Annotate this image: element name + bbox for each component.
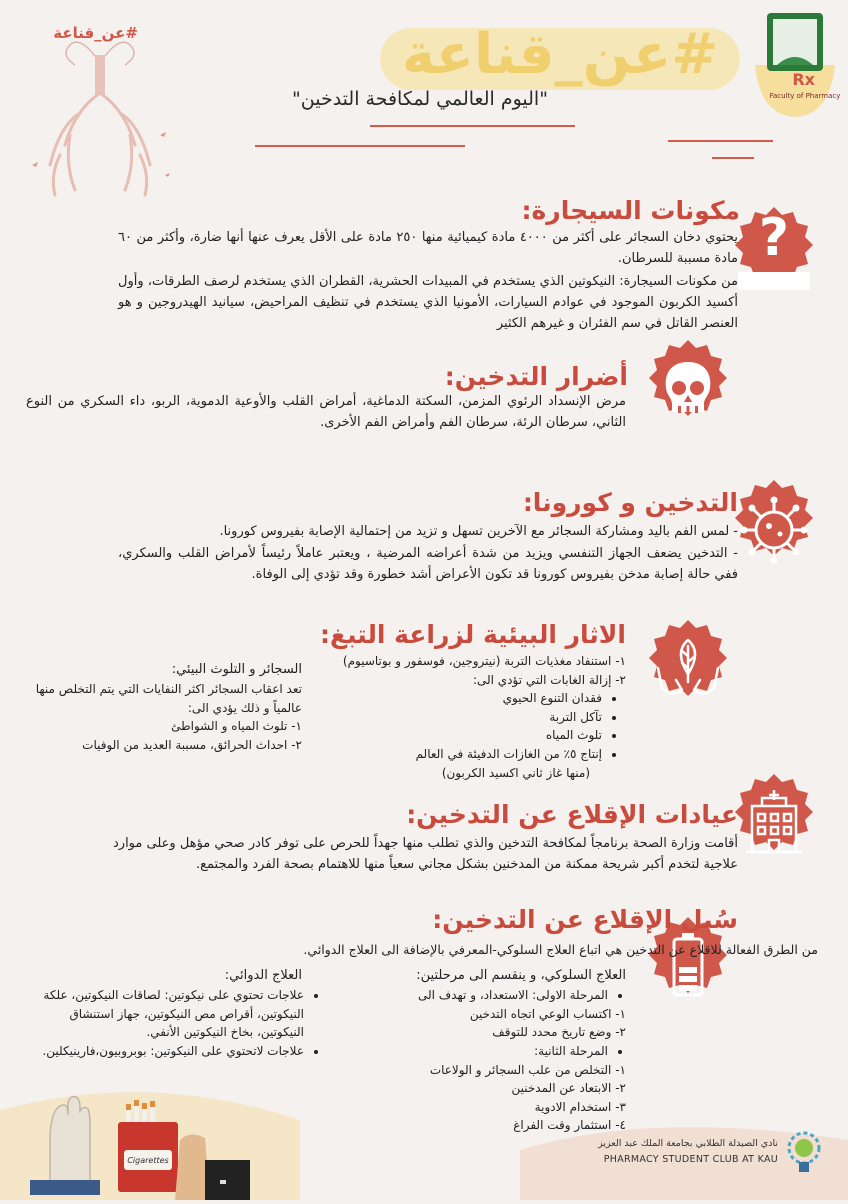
lungs-hashtag: #عن_قناعة <box>53 24 138 42</box>
section-environment-title: الاثار البيئية لزراعة التبغ: <box>320 620 626 649</box>
stage2-item-1: ١- التخلص من علب السجائر و الولاعات <box>429 1062 626 1077</box>
section-quit-title: سُبل الإقلاع عن التدخين: <box>432 905 738 934</box>
environment-left-block <box>22 660 302 755</box>
environment-bullet-3: • تلوث المياه <box>326 726 602 745</box>
corona-paragraph-2: - التدخين يضعف الجهاز التنفسي ويزيد من شدة أعراضه المرضية ، ويعتبر عاملاً رئيساً لأمراض القلب والسكري، ففي حالة إصابة مدخن بفيروس كورونا قد تكون الأعراض أشد خطورة وقد تؤدي إلى الوفاة. <box>118 546 738 582</box>
faculty-logo <box>745 5 845 125</box>
stage1-item-1: ١- اكتساب الوعي اتجاه التدخين <box>469 1006 626 1021</box>
environment-item-1: ١- استنفاد مغذيات التربة (نيتروجين، فوسفور و بوتاسيوم) <box>342 654 626 668</box>
holding-hand-illustration <box>150 1130 250 1200</box>
section-components-title: مكونات السيجارة: <box>521 196 740 225</box>
hashtag-title: #عن_قناعة <box>401 22 719 87</box>
stage2-item-3: ٣- استخدام الادوية <box>534 1099 626 1114</box>
skull-badge <box>636 338 740 442</box>
components-paragraph-2: من مكونات السيجارة: النيكوتين الذي يستخدم في المبيدات الحشرية، القطران الذي يستخدم لرصف الطرقات، وأول أكسيد الكربون الموجود في عوادم السيارات، الأمونيا الذي يستخدم في تنظيف المراحيض، سيانيد الهيدروجين و هو العنصر القاتل في سم الفئران و غيرهم الكثير <box>118 274 738 331</box>
stage2-item-2: ٢- الابتعاد عن المدخنين <box>511 1081 626 1096</box>
faculty-label: Faculty of Pharmacy <box>769 92 841 100</box>
header-divider-3 <box>668 140 773 142</box>
environment-left-text: تعد اعقاب السجائر اكثر النفايات التي يتم التخلص منها عالمياً و ذلك يؤدي الى: <box>35 682 302 715</box>
environment-bullet-2: • تآكل التربة <box>326 708 602 727</box>
lungs-illustration <box>20 15 180 205</box>
environment-right-list <box>326 652 626 782</box>
stage1-item-2: ٢- وضع تاريخ محدد للتوقف <box>492 1025 626 1040</box>
quit-intro: من الطرق الفعالة للاقلاع عن التدخين هي اتباع العلاج السلوكي-المعرفي بالإضافة الى العلاج الدوائي. <box>303 942 818 957</box>
environment-left-title: السجائر و التلوث البيئي: <box>171 662 302 677</box>
behavioral-title: العلاج السلوكي، و ينقسم الى مرحلتين: <box>416 968 626 983</box>
skull-icon <box>666 362 711 413</box>
question-mark-icon: ? <box>758 208 790 268</box>
corona-paragraph-1: - لمس الفم باليد ومشاركة السجائر مع الآخرين تسهل و تزيد من إحتمالية الإصابة بفيروس كورونا. <box>219 524 738 539</box>
environment-item-2: ٢- إزالة الغابات التي تؤدي الى: <box>472 672 626 687</box>
harms-paragraph: مرض الإنسداد الرئوي المزمن، السكتة الدماغية، أمراض القلب والأوعية الدموية، الربو، داء السكري من النوع الثاني، سرطان الرئة، سرطان الفم وأمراض الفم الأخرى. <box>26 394 626 430</box>
drug-title: العلاج الدوائي: <box>224 968 302 983</box>
cigarette-icon <box>738 272 810 290</box>
plant-badge <box>636 618 740 722</box>
stage1-title: • المرحلة الاولى: الاستعداد، و تهدف الى <box>376 986 608 1005</box>
cigarette-pack-label: Cigarettes <box>127 1156 169 1165</box>
header-divider-1 <box>370 125 575 127</box>
header-divider-4 <box>712 157 754 159</box>
club-name-en: PHARMACY STUDENT CLUB AT KAU <box>603 1154 778 1165</box>
environment-left-item-1: ١- تلوث المياه و الشواطئ <box>171 719 302 734</box>
header-divider-2 <box>255 145 465 147</box>
drug-item-1: • علاجات تحتوي على نيكوتين: لصاقات النيكوتين، علكة النيكوتين، أقراص مص النيكوتين، جهاز استنشاق النيكوتين، بخاخ النيكوتين الأنفي. <box>22 986 304 1042</box>
section-harms-title: أضرار التدخين: <box>444 362 628 391</box>
environment-bullet-4: • إنتاج ٥٪ من الغازات الدفيئة في العالم <box>326 745 602 764</box>
drug-item-2: • علاجات لاتحتوي على النيكوتين: بوبروبيون،فارينيكلين. <box>22 1042 304 1061</box>
club-name-ar: نادي الصيدلة الطلابي بجامعة الملك عبد العزيز <box>598 1138 778 1149</box>
components-paragraph-1: يحتوي دخان السجائر على أكثر من ٤٠٠٠ مادة كيميائية منها ٢٥٠ مادة على الأقل يعرف عنها أنها ضارة، وأكثر من ٦٠ مادة مسببة للسرطان. <box>118 230 739 266</box>
section-corona-title: التدخين و كورونا: <box>522 488 738 517</box>
environment-bullet-1: • فقدان التنوع الحيوي <box>326 689 602 708</box>
club-logo-icon <box>784 1128 824 1178</box>
section-clinics-title: عيادات الإقلاع عن التدخين: <box>406 800 738 829</box>
environment-left-item-2: ٢- احداث الحرائق، مسببة العديد من الوفيات <box>82 737 302 752</box>
stage2-item-4: ٤- استثمار وقت الفراغ <box>513 1118 626 1133</box>
refusing-hand-illustration <box>30 1085 110 1195</box>
page-subtitle: "اليوم العالمي لمكافحة التدخين" <box>292 88 548 110</box>
environment-bullet-note: (منها غاز ثاني اكسيد الكربون) <box>441 765 590 780</box>
svg-text:Rx: Rx <box>792 70 815 89</box>
stage2-title: • المرحلة الثانية: <box>376 1042 608 1061</box>
clinics-paragraph: أقامت وزارة الصحة برنامجاً لمكافحة التدخين والذي تطلب منها جهداً للحرص على توفر كادر صحي مؤهل وعلى موارد علاجية لتخدم أكبر شريحة ممكنة من المدخنين بشكل مجاني سعياً منها للاهتمام بصحة الفرد والمجتمع. <box>113 836 738 872</box>
drug-block <box>22 966 322 1061</box>
